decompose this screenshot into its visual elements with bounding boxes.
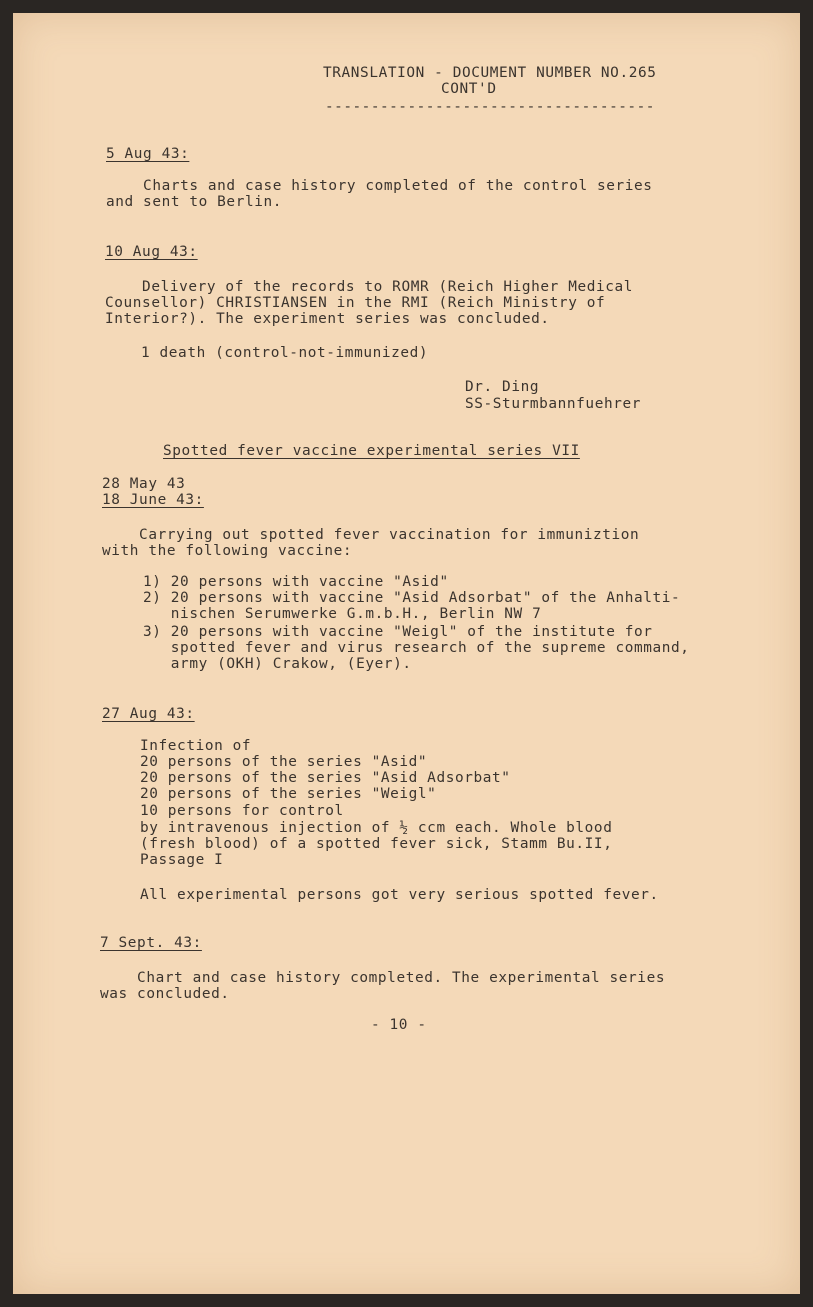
list-item: 1) 20 persons with vaccine "Asid" [143, 574, 449, 590]
document-title: TRANSLATION - DOCUMENT NUMBER NO.265 [323, 65, 657, 81]
text-line: Carrying out spotted fever vaccination for immuniztion [102, 527, 640, 543]
list-item: army (OKH) Crakow, (Eyer). [143, 656, 412, 672]
header-rule: ------------------------------------ [325, 99, 655, 115]
text-line: Passage I [140, 852, 224, 868]
date-5-aug-43: 5 Aug 43: [106, 146, 190, 162]
death-note: 1 death (control-not-immunized) [141, 345, 429, 361]
text-line: with the following vaccine: [102, 543, 353, 559]
text-line: Charts and case history completed of the control series [106, 178, 653, 194]
text-line: 20 persons of the series "Asid" [140, 754, 428, 770]
text-line: 20 persons of the series "Asid Adsorbat" [140, 770, 511, 786]
date-7-sept-43: 7 Sept. 43: [100, 935, 202, 951]
text-line: Delivery of the records to ROMR (Reich Higher Medical [105, 279, 634, 295]
series-start-date: 28 May 43 [102, 476, 186, 492]
text-line: and sent to Berlin. [106, 194, 283, 210]
document-page [13, 13, 800, 1294]
signature-name: Dr. Ding [465, 379, 540, 395]
text-line: Counsellor) CHRISTIANSEN in the RMI (Reich Ministry of [105, 295, 606, 311]
page-number: - 10 - [371, 1017, 427, 1033]
text-line: Infection of [140, 738, 252, 754]
aug5-paragraph [106, 178, 653, 242]
text-line: was concluded. [100, 986, 230, 1002]
text-line: 10 persons for control [140, 803, 344, 819]
continued-label: CONT'D [441, 81, 497, 97]
list-item: 2) 20 persons with vaccine "Asid Adsorbat" of the Anhalti- [143, 590, 681, 606]
date-10-aug-43: 10 Aug 43: [105, 244, 198, 260]
list-item: nischen Serumwerke G.m.b.H., Berlin NW 7 [143, 606, 542, 622]
vaccine-list [143, 574, 690, 702]
text-line: 20 persons of the series "Weigl" [140, 786, 437, 802]
date-27-aug-43: 27 Aug 43: [102, 706, 195, 722]
series-end-date: 18 June 43: [102, 492, 204, 508]
text-line: by intravenous injection of ½ ccm each. Whole blood [140, 820, 613, 836]
series-heading: Spotted fever vaccine experimental series VII [163, 443, 580, 459]
signature-rank: SS-Sturmbannfuehrer [465, 396, 642, 412]
list-item: 3) 20 persons with vaccine "Weigl" of the institute for [143, 624, 653, 640]
text-line: Chart and case history completed. The experimental series [100, 970, 666, 986]
infection-result: All experimental persons got very serious spotted fever. [140, 887, 659, 903]
text-line: Interior?). The experiment series was concluded. [105, 311, 550, 327]
text-line: (fresh blood) of a spotted fever sick, Stamm Bu.II, [140, 836, 613, 852]
list-item: spotted fever and virus research of the supreme command, [143, 640, 690, 656]
